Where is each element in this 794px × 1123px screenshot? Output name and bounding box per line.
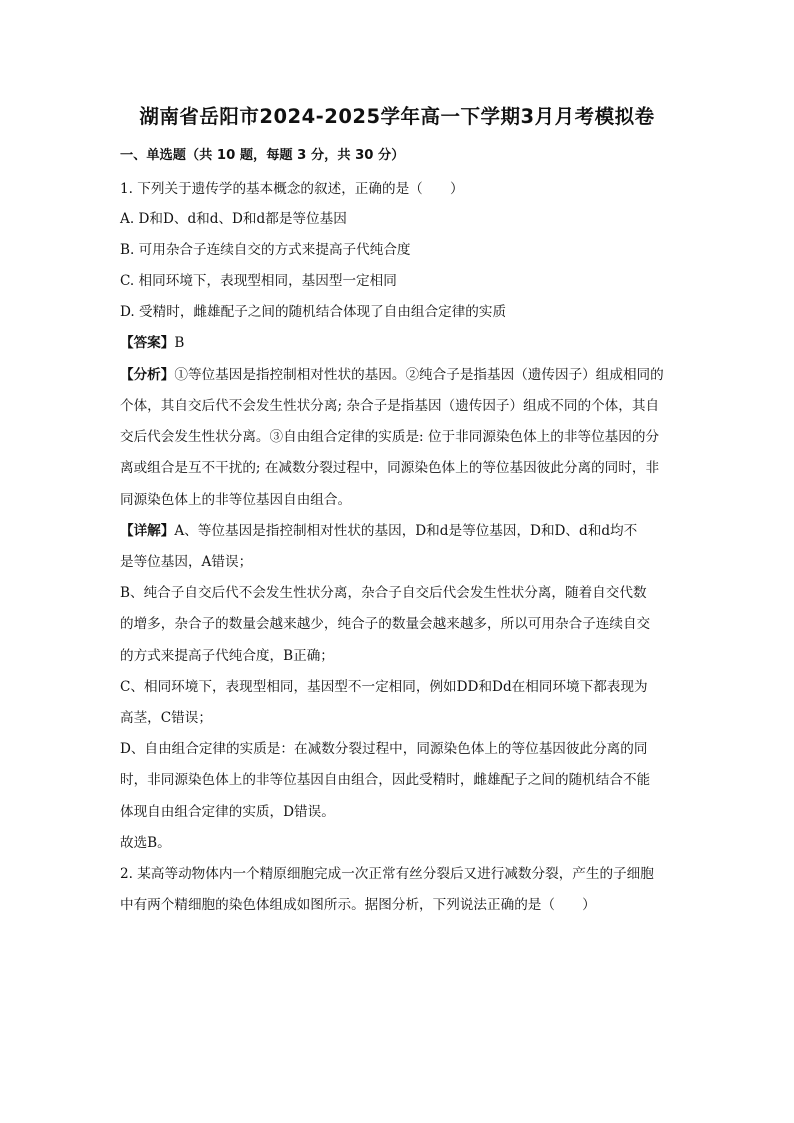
question-2-stem: 2. 某高等动物体内一个精原细胞完成一次正常有丝分裂后又进行减数分裂，产生的子细胞 [120,866,654,882]
answer-line [120,331,184,351]
detail-line: 的方式来提高子代纯合度，B正确； [120,648,334,664]
page-title: 湖南省岳阳市2024-2025学年高一下学期3月月考模拟卷 [139,105,655,128]
answer-tag: 【答案】 [120,335,175,351]
analysis-text: ①等位基因是指控制相对性状的基因。②纯合子是指基因（遗传因子）组成相同的 [174,367,664,383]
question-1-option-d: D. 受精时，雌雄配子之间的随机结合体现了自由组合定律的实质 [120,304,507,320]
question-1-option-b: B. 可用杂合子连续自交的方式来提高子代纯合度 [120,242,411,258]
answer-value: B [174,335,185,351]
analysis-line: 交后代会发生性状分离。③自由组合定律的实质是: 位于非同源染色体上的非等位基因的分 [120,429,660,445]
analysis-line: 个体，其自交后代不会发生性状分离; 杂合子是指基因（遗传因子）组成不同的个体，其自 [120,398,660,414]
analysis-line: 同源染色体上的非等位基因自由组合。 [120,492,352,508]
question-1-option-a: A. D和D、d和d、D和d都是等位基因 [120,211,347,227]
detail-line: 是等位基因，A错误； [120,554,253,570]
detail-line [120,519,637,539]
detail-line: B、纯合子自交后代不会发生性状分离，杂合子自交后代会发生性状分离，随着自交代数 [120,585,647,601]
detail-line: 的增多，杂合子的数量会越来越少，纯合子的数量会越来越多，所以可用杂合子连续自交 [120,616,651,632]
final-choice: 故选B。 [120,835,171,851]
detail-line: C、相同环境下，表现型相同，基因型不一定相同，例如DD和Dd在相同环境下都表现为 [120,679,648,695]
detail-line: 时，非同源染色体上的非等位基因自由组合，因此受精时，雌雄配子之间的随机结合不能 [120,772,651,788]
question-1-stem: 1. 下列关于遗传学的基本概念的叙述，正确的是（ ） [120,181,464,197]
analysis-line: 离或组合是互不干扰的; 在减数分裂过程中，同源染色体上的等位基因彼此分离的同时，非 [120,460,660,476]
question-1-option-c: C. 相同环境下，表现型相同，基因型一定相同 [120,273,397,289]
detail-line: 体现自由组合定律的实质，D错误。 [120,804,335,820]
detail-tag: 【详解】 [120,523,175,539]
detail-line: D、自由组合定律的实质是：在减数分裂过程中，同源染色体上的等位基因彼此分离的同 [120,741,648,757]
analysis-line [120,363,664,383]
section-heading: 一、单选题（共 10 题，每题 3 分，共 30 分） [120,148,405,163]
detail-text: A、等位基因是指控制相对性状的基因，D和d是等位基因，D和D、d和d均不 [174,523,638,539]
question-2-stem: 中有两个精细胞的染色体组成如图所示。据图分析，下列说法正确的是（ ） [120,897,596,913]
analysis-tag: 【分析】 [120,367,175,383]
detail-line: 高茎，C错误； [120,710,212,726]
